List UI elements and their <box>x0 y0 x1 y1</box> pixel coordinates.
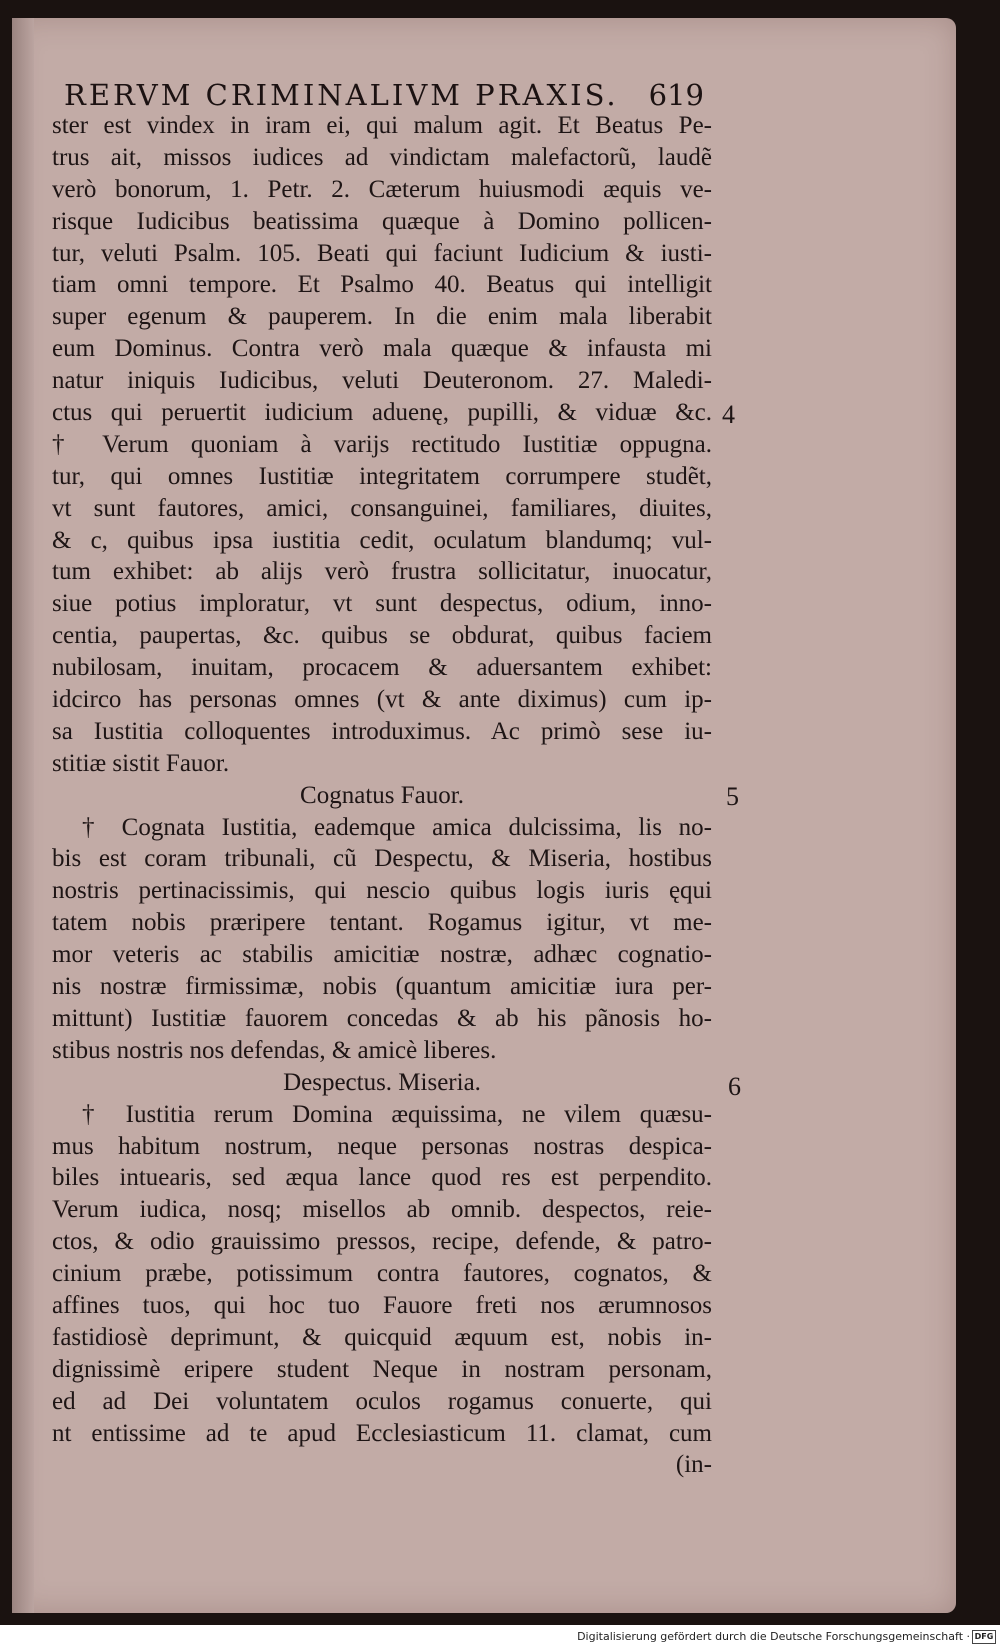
text-line: natur iniquis Iudicibus, veluti Deuteronom. 27. Maledi- <box>52 367 712 395</box>
margin-number: 4 <box>722 400 735 429</box>
text-line: siue potius imploratur, vt sunt despectus, odium, inno- <box>52 590 712 618</box>
text-line: tur, veluti Psalm. 105. Beati qui faciunt Iudicium & iusti- <box>52 239 712 267</box>
text-line: ster est vindex in iram ei, qui malum agit. Et Beatus Pe- <box>52 112 712 139</box>
funding-credit: Digitalisierung gefördert durch die Deutsche Forschungsgemeinschaft · <box>577 1630 970 1643</box>
page-binding-edge <box>12 18 34 1613</box>
text-line: centia, paupertas, &c. quibus se obdurat, quibus faciem <box>52 622 712 650</box>
text-line: dignissimè eripere student Neque in nostram personam, <box>52 1355 712 1383</box>
margin-number: 5 <box>726 782 739 811</box>
text-line: ed ad Dei voluntatem oculos rogamus conuerte, qui <box>52 1387 712 1415</box>
text-line: mor veteris ac stabilis amicitiæ nostræ, adhæc cognatio- <box>52 941 712 969</box>
text-line: † Verum quoniam à varijs rectitudo Iustitiæ oppugna. <box>52 430 712 458</box>
margin-number: 6 <box>728 1072 741 1101</box>
text-line: nt entissime ad te apud Ecclesiasticum 11. clamat, cum <box>52 1419 712 1447</box>
text-line: mittunt) Iustitiæ fauorem concedas & ab his pãnosis ho- <box>52 1004 712 1032</box>
page-number: 619 <box>648 78 704 112</box>
text-line: eum Dominus. Contra verò mala quæque & infausta mi <box>52 335 712 363</box>
text-line: vt sunt fautores, amici, consanguinei, familiares, diuites, <box>52 494 712 522</box>
text-line: sa Iustitia colloquentes introduximus. Ac primò sese iu- <box>52 717 712 745</box>
body-text <box>52 110 712 1481</box>
text-line: tatem nobis præripere tentant. Rogamus igitur, vt me- <box>52 909 712 937</box>
footer-bar <box>0 1625 1000 1648</box>
text-line: nis nostræ firmissimæ, nobis (quantum amicitiæ iura per- <box>52 973 712 1001</box>
text-line: super egenum & pauperem. In die enim mala liberabit <box>52 303 712 331</box>
dfg-logo: DFG <box>972 1630 996 1644</box>
text-line: nostris pertinacissimis, qui nescio quibus logis iuris ęqui <box>52 877 712 905</box>
text-line: † Iustitia rerum Domina æquissima, ne vilem quæsu- <box>82 1100 712 1128</box>
text-line: affines tuos, qui hoc tuo Fauore freti nos ærumnosos <box>52 1291 712 1319</box>
text-line: & c, quibus ipsa iustitia cedit, oculatum blandumq; vul- <box>52 526 712 554</box>
text-line: ctus qui peruertit iudicium aduenę, pupilli, & viduæ &c. <box>52 399 712 427</box>
text-line: idcirco has personas omnes (vt & ante diximus) cum ip- <box>52 686 712 714</box>
text-line: mus habitum nostrum, neque personas nostras despica- <box>52 1132 712 1160</box>
text-line: trus ait, missos iudices ad vindictam malefactorũ, laudẽ <box>52 143 712 171</box>
text-line: cinium præbe, potissimum contra fautores, cognatos, & <box>52 1260 712 1288</box>
text-line: risque Iudicibus beatissima quæque à Domino pollicen- <box>52 207 712 235</box>
text-line: fastidiosè deprimunt, & quicquid æquum est, nobis in- <box>52 1323 712 1351</box>
text-line: stibus nostris nos defendas, & amicè liberes. <box>52 1036 497 1064</box>
section-heading: Cognatus Fauor. <box>300 781 464 809</box>
section-heading: Despectus. Miseria. <box>283 1068 481 1096</box>
text-line: stitiæ sistit Fauor. <box>52 749 230 777</box>
text-line: Verum iudica, nosq; misellos ab omnib. despectos, reie- <box>52 1196 712 1224</box>
text-line: bis est coram tribunali, cũ Despectu, & Miseria, hostibus <box>52 845 712 873</box>
text-line: tur, qui omnes Iustitiæ integritatem corrumpere studẽt, <box>52 462 712 490</box>
running-header <box>64 78 704 112</box>
catchword: (in- <box>675 1451 712 1479</box>
text-line: tum exhibet: ab alijs verò frustra sollicitatur, inuocatur, <box>52 558 712 586</box>
text-line: verò bonorum, 1. Petr. 2. Cæterum huiusmodi æquis ve- <box>52 175 712 203</box>
running-title: RERVM CRIMINALIVM PRAXIS. <box>64 78 619 112</box>
text-line: † Cognata Iustitia, eademque amica dulcissima, lis no- <box>82 813 712 841</box>
text-line: ctos, & odio grauissimo pressos, recipe, defende, & patro- <box>52 1228 712 1256</box>
text-line: nubilosam, inuitam, procacem & aduersantem exhibet: <box>52 654 712 682</box>
text-line: tiam omni tempore. Et Psalmo 40. Beatus qui intelligit <box>52 271 712 299</box>
text-line: biles intuearis, sed æqua lance quod res est perpendito. <box>52 1164 712 1192</box>
